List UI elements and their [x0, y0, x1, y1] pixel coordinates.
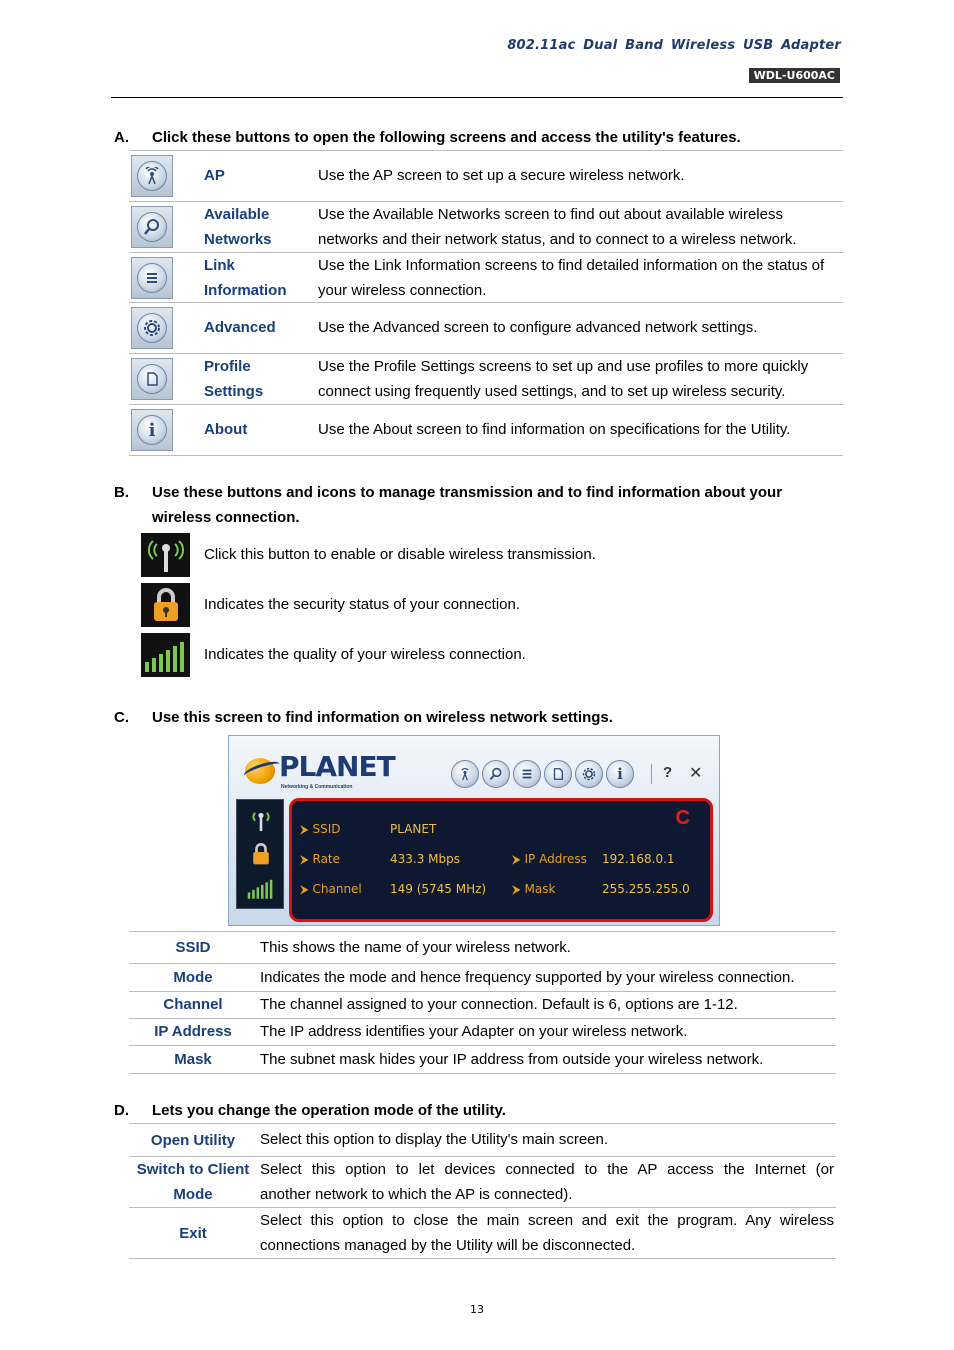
magnifier-icon[interactable]: [482, 760, 510, 788]
ap-icon: [131, 155, 173, 197]
signal-bars-icon: [245, 874, 277, 902]
profile-icon: [131, 358, 173, 400]
gear-icon: [131, 307, 173, 349]
list-icon: [131, 257, 173, 299]
mode-option-name: Open Utility: [150, 1132, 236, 1149]
list-item: [141, 533, 841, 577]
feature-name: Advanced: [204, 319, 276, 336]
setting-description: Indicates the mode and hence frequency supported by your wireless connection.: [260, 969, 795, 986]
lock-icon: [245, 840, 277, 868]
section-heading-text: Lets you change the operation mode of the utility.: [152, 1102, 506, 1119]
feature-name: AP: [204, 167, 225, 184]
table-row: [129, 151, 843, 202]
antenna-icon[interactable]: [245, 806, 277, 834]
header-divider: [111, 97, 843, 98]
feature-name: Link Information: [204, 257, 287, 299]
table-row: [129, 1208, 836, 1259]
section-b-heading: [114, 480, 783, 526]
toolbar: [451, 760, 634, 788]
help-button[interactable]: ?: [663, 764, 673, 781]
section-a-heading: [114, 125, 741, 150]
mode-option-description: [260, 1208, 834, 1258]
ip-address-label: ⮞ IP Address: [512, 852, 587, 866]
feature-description: Use the Advanced screen to configure advanced network settings.: [318, 319, 758, 336]
section-letter: D.: [114, 1102, 129, 1119]
antenna-description: Click this button to enable or disable wireless transmission.: [204, 546, 596, 563]
gear-icon[interactable]: [575, 760, 603, 788]
toolbar-divider: [651, 764, 652, 784]
section-heading-text: Use this screen to find information on wireless network settings.: [152, 709, 613, 726]
table-row: [129, 1046, 836, 1074]
document-header-title: 802.11ac Dual Band Wireless USB Adapter: [507, 38, 841, 53]
setting-description: This shows the name of your wireless network.: [260, 939, 571, 956]
feature-description: Use the Available Networks screen to find out about available wireless networks and their network status, and to connect to a wireless network.: [318, 206, 797, 248]
antenna-icon: [141, 533, 190, 577]
setting-description: The IP address identifies your Adapter on your wireless network.: [260, 1023, 688, 1040]
mask-value: 255.255.255.0: [602, 882, 690, 896]
setting-name: Mode: [173, 969, 213, 986]
close-icon[interactable]: ✕: [689, 765, 703, 782]
section-heading-text: Click these buttons to open the following screens and access the utility's features.: [152, 129, 741, 146]
section-letter: B.: [114, 484, 129, 501]
logo-wordmark: PLANET: [279, 750, 395, 783]
table-row: [129, 303, 843, 354]
ssid-value: PLANET: [390, 822, 437, 836]
description-line: another network to which the AP is connected).: [260, 1186, 573, 1203]
setting-name: Channel: [163, 996, 223, 1013]
ap-icon[interactable]: [451, 760, 479, 788]
table-row: [129, 405, 843, 456]
setting-name: SSID: [175, 939, 211, 956]
feature-description: Use the About screen to find information on specifications for the Utility.: [318, 421, 791, 438]
magnifier-icon: [131, 206, 173, 248]
table-row: [129, 354, 843, 405]
logo-tagline: Networking & Communication: [281, 784, 353, 790]
mode-option-description: [260, 1157, 834, 1207]
mask-label: ⮞ Mask: [512, 882, 556, 896]
description-line: Select this option to close the main screen and exit the program. Any wireless: [260, 1212, 834, 1229]
status-sidebar: [236, 799, 284, 909]
list-item: [141, 583, 841, 627]
feature-description: Use the AP screen to set up a secure wireless network.: [318, 167, 685, 184]
feature-name: Profile Settings: [204, 358, 264, 400]
description-line: connections managed by the Utility will be disconnected.: [260, 1237, 636, 1254]
setting-name: IP Address: [154, 1023, 232, 1040]
channel-value: 149 (5745 MHz): [390, 882, 487, 896]
mode-option-name: Switch to Client Mode: [136, 1161, 250, 1203]
lock-description: Indicates the security status of your connection.: [204, 596, 521, 613]
list-icon[interactable]: [513, 760, 541, 788]
table-row: [129, 932, 836, 964]
rate-label: ⮞ Rate: [300, 852, 341, 866]
section-c-heading: [114, 705, 613, 730]
mode-option-description: Select this option to display the Utility's main screen.: [260, 1131, 609, 1148]
operation-mode-table: [129, 1123, 836, 1259]
feature-buttons-table: [129, 150, 843, 456]
network-settings-table: [129, 931, 836, 1074]
page-number: 13: [470, 1303, 484, 1316]
setting-description: The subnet mask hides your IP address from outside your wireless network.: [260, 1051, 764, 1068]
callout-label: C: [675, 807, 690, 829]
section-letter: C.: [114, 709, 129, 726]
table-row: [129, 964, 836, 992]
setting-description: The channel assigned to your connection. Default is 6, options are 1-12.: [260, 996, 738, 1013]
section-heading-text: Use these buttons and icons to manage transmission and to find information about your wireless connection.: [152, 484, 783, 526]
ssid-label: ⮞ SSID: [300, 822, 341, 836]
description-line: Select this option to let devices connected to the AP access the Internet (or: [260, 1161, 834, 1178]
feature-name: About: [204, 421, 248, 438]
feature-description: Use the Link Information screens to find detailed information on the status of your wireless connection.: [318, 257, 825, 299]
feature-name: Available Networks: [204, 206, 272, 248]
signal-bars-icon: [141, 633, 190, 677]
channel-label: ⮞ Channel: [300, 882, 362, 896]
table-row: [129, 992, 836, 1019]
list-item: [141, 633, 841, 677]
rate-value: 433.3 Mbps: [390, 852, 461, 866]
section-letter: A.: [114, 129, 129, 146]
model-badge: WDL-U600AC: [749, 68, 840, 83]
signal-description: Indicates the quality of your wireless connection.: [204, 646, 526, 663]
info-icon: i: [131, 409, 173, 451]
table-row: [129, 1157, 836, 1208]
profile-icon[interactable]: [544, 760, 572, 788]
section-d-heading: [114, 1098, 506, 1123]
link-info-panel: [289, 798, 713, 922]
table-row: [129, 202, 843, 253]
table-row: [129, 1019, 836, 1046]
lock-icon: [141, 583, 190, 627]
utility-screenshot: [228, 735, 720, 926]
setting-name: Mask: [174, 1051, 212, 1068]
table-row: [129, 253, 843, 303]
table-row: [129, 1124, 836, 1157]
ip-address-value: 192.168.0.1: [602, 852, 675, 866]
mode-option-name: Exit: [179, 1225, 207, 1242]
info-icon[interactable]: i: [606, 760, 634, 788]
feature-description: Use the Profile Settings screens to set up and use profiles to more quickly connect using frequently used settings, and to set up wireless security.: [318, 358, 809, 400]
